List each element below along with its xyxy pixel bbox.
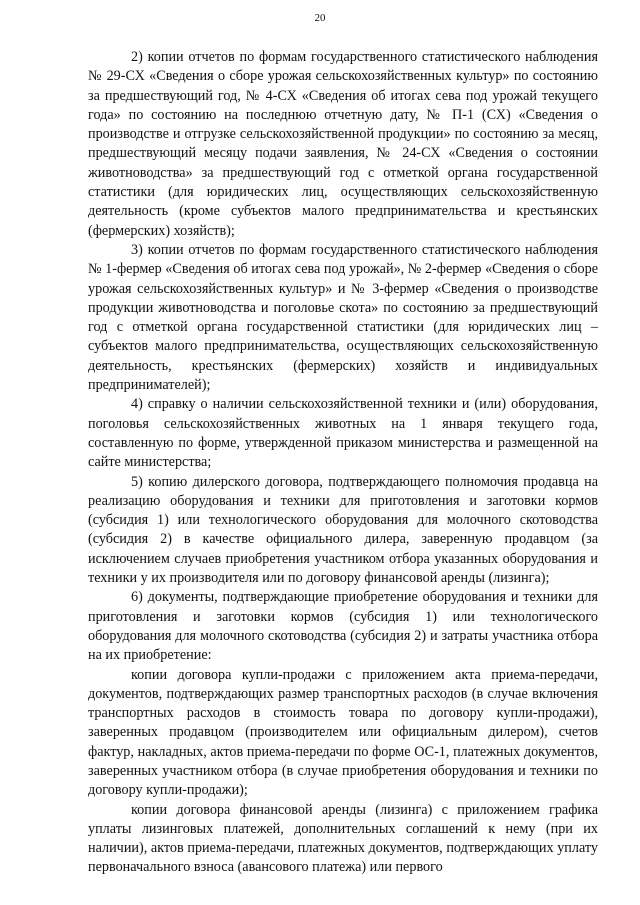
paragraph-item-4: 4) справку о наличии сельскохозяйственной техники и (или) оборудования, поголовья сельскохозяйственных животных на 1 января текущего года, составленную по форме, утвержденной приказом министерства и размещенной на сайте министерства;: [88, 396, 598, 471]
paragraph-item-5: 5) копию дилерского договора, подтверждающего полномочия продавца на реализацию оборудования и техники для приготовления и заготовки кормов (субсидия 1) или технологического оборудования для молочного скотоводства (субсидия 2) в качестве официального дилера, заверенную продавцом (за исключением случаев приобретения участником отбора указанных оборудования и техники у их производителя или по договору финансовой аренды (лизинга);: [88, 473, 598, 587]
paragraph-item-3: 3) копии отчетов по формам государственного статистического наблюдения № 1-фермер «Сведения об итогах сева под урожай», № 2-фермер «Сведения о сборе урожая сельскохозяйственных культур» и № 3-фермер «Сведения о производстве продукции животноводства и поголовье скота» по состоянию за предшествующий год с отметкой органа государственной статистики (для юридических лиц – субъектов малого предпринимательства, осуществляющих сельскохозяйственную деятельность, крестьянских (фермерских) хозяйств и индивидуальных предпринимателей);: [88, 241, 598, 394]
paragraph-sale-contract-docs: копии договора купли-продажи с приложением акта приема-передачи, документов, подтверждающих размер транспортных расходов (в случае включения транспортных расходов в стоимость товара по договору купли-продажи), заверенных продавцом (производителем или официальным дилером), счетов фактур, накладных, актов приема-передачи по форме ОС-1, платежных документов, заверенных участником отбора (в случае приобретения оборудования и техники по договору купли-продажи);: [88, 666, 598, 799]
paragraph-leasing-contract-docs: копии договора финансовой аренды (лизинга) с приложением графика уплаты лизинговых платежей, дополнительных соглашений к нему (при их наличии), актов приема-передачи, платежных документов, подтверждающих уплату первоначального взноса (авансового платежа) или первого: [88, 801, 598, 876]
paragraph-item-6: 6) документы, подтверждающие приобретение оборудования и техники для приготовления и заготовки кормов (субсидия 1) или технологического оборудования для молочного скотоводства (субсидия 2) и затраты участника отбора на их приобретение:: [88, 589, 598, 664]
paragraph-item-2: 2) копии отчетов по формам государственного статистического наблюдения № 29-СХ «Сведения о сборе урожая сельскохозяйственных культур» по состоянию за предшествующий год, № 4-СХ «Сведения об итогах сева под урожай текущего года» по состоянию на последнюю отчетную дату, № П-1 (СХ) «Сведения о производстве и отгрузке сельскохозяйственной продукции» по состоянию за месяц, предшествующий месяцу подачи заявления, № 24-СХ «Сведения о состоянии животноводства» за предшествующий год с отметкой органа государственной статистики (для юридических лиц, осуществляющих сельскохозяйственную деятельность (кроме субъектов малого предпринимательства и крестьянских (фермерских) хозяйств);: [88, 49, 598, 239]
document-body: [88, 48, 598, 878]
page-number: 20: [314, 12, 326, 24]
